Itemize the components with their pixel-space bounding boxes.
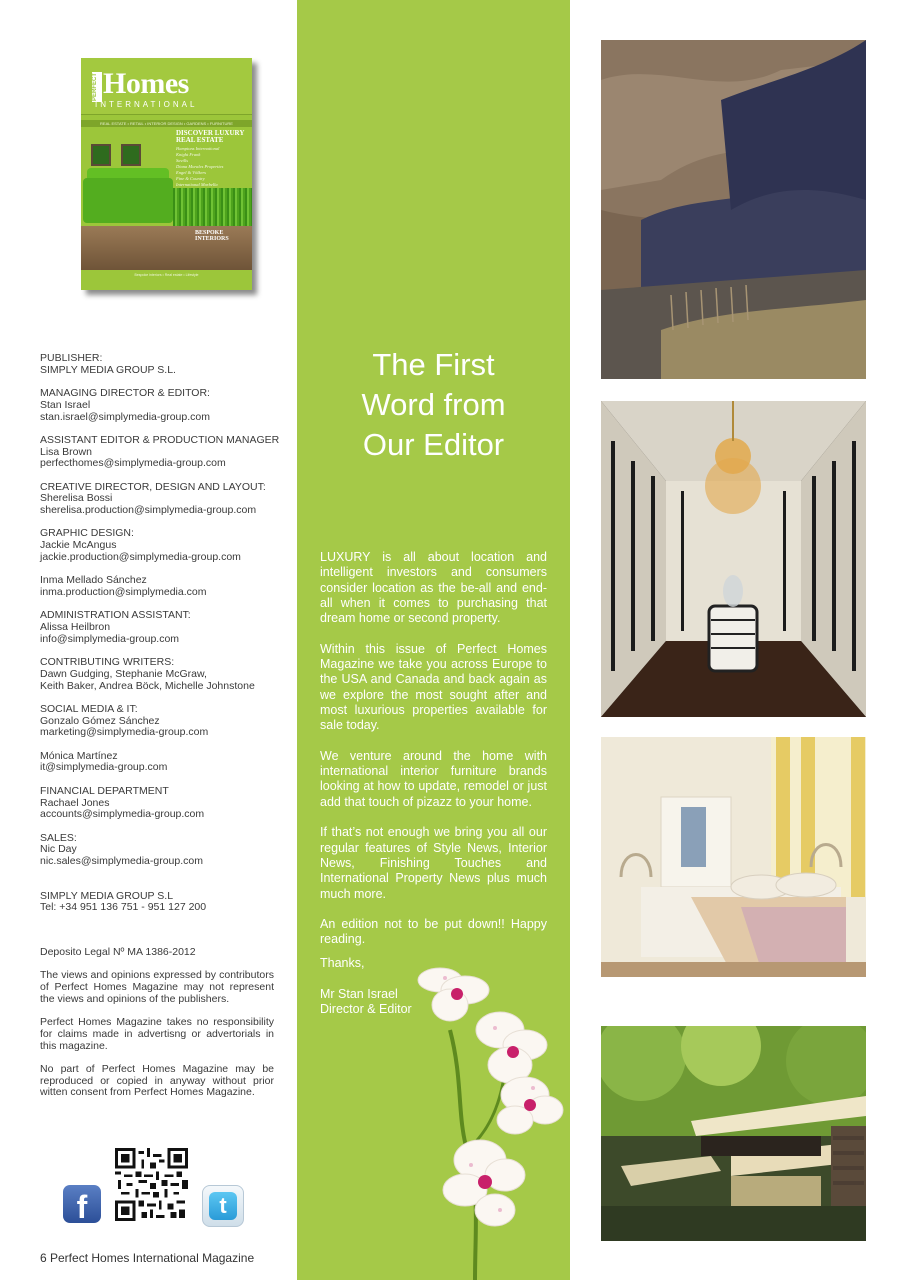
cover-grass xyxy=(173,188,252,226)
credit-block: PUBLISHER: SIMPLY MEDIA GROUP S.L. xyxy=(40,352,176,376)
cover-subtitle: INTERNATIONAL xyxy=(95,100,198,109)
credit-block: GRAPHIC DESIGN: Jackie McAngus jackie.production@simplymedia-group.com xyxy=(40,527,241,563)
qr-code[interactable] xyxy=(115,1148,188,1221)
credit-block: SOCIAL MEDIA & IT: Gonzalo Gómez Sánchez marketing@simplymedia-group.com xyxy=(40,702,209,739)
cover-headline: DISCOVER LUXURY REAL ESTATE xyxy=(176,129,245,144)
cover-agent-list: Hamptons International Knight Frank Savills Diana Morales Properties Engel & Völkers Fine & Country International Marbella xyxy=(176,146,224,187)
orchid-illustration xyxy=(405,960,575,1280)
cover-bespoke-headline: BESPOKE INTERIORS xyxy=(195,230,229,242)
letter-paragraph: If that’s not enough we bring you all our regular features of Style News, Interior News, Finishing Touches and International Property News plus much much more. xyxy=(320,825,547,901)
twitter-icon[interactable] xyxy=(202,1185,244,1227)
credit-block: CREATIVE DIRECTOR, DESIGN AND LAYOUT: Sherelisa Bossi sherelisa.production@simplymedia-group.com xyxy=(40,480,266,517)
editorial-headline: The First Word from Our Editor xyxy=(361,347,506,462)
credit-block: ADMINISTRATION ASSISTANT: Alissa Heilbron info@simplymedia-group.com xyxy=(40,609,191,645)
credit-block: FINANCIAL DEPARTMENT Rachael Jones accounts@simplymedia-group.com xyxy=(40,784,205,821)
legal-notes xyxy=(40,947,274,1099)
credit-block: Inma Mellado Sánchez inma.production@simplymedia.com xyxy=(40,574,207,598)
page-footer: 6 Perfect Homes International Magazine xyxy=(40,1251,255,1265)
credit-block: CONTRIBUTING WRITERS: Dawn Gudging, Stephanie McGraw, Keith Baker, Andrea Böck, Michelle Johnstone xyxy=(40,656,255,692)
cover-nav: REAL ESTATE • RETAIL • INTERIOR DESIGN • GARDENS • FURNITURE xyxy=(81,120,252,127)
credit-block: MANAGING DIRECTOR & EDITOR: Stan Israel stan.israel@simplymedia-group.com xyxy=(40,387,210,423)
masthead-credits xyxy=(40,353,280,914)
facebook-icon[interactable]: f xyxy=(63,1185,101,1223)
photo-dressing-room xyxy=(601,401,866,717)
credit-block: SALES: Nic Day nic.sales@simplymedia-group.com xyxy=(40,831,203,868)
letter-paragraph: Within this issue of Perfect Homes Magazine we take you across Europe to the USA and Canada and back again as we explore the most sought after and most luxurious properties available for sale today. xyxy=(320,641,547,733)
disclaimer-views: The views and opinions expressed by contributors of Perfect Homes Magazine may not represent the views and opinions of the publishers. xyxy=(40,969,274,1005)
cover-perfect-label: PERFECT xyxy=(92,72,102,102)
signature-title: Director & Editor xyxy=(320,1001,412,1016)
letter-paragraph: We venture around the home with international interior furniture brands looking at how to update, remodel or just add that touch of pizazz to your home. xyxy=(320,748,547,809)
disclaimer-advertising: Perfect Homes Magazine takes no responsibility for claims made in advertisng or advertorials in this magazine. xyxy=(40,1016,274,1052)
deposito-legal: Deposito Legal Nº MA 1386-2012 xyxy=(40,946,196,958)
disclaimer-copyright: No part of Perfect Homes Magazine may be reproduced or copied in anyway without prior witten consent from Perfect Homes Magazine. xyxy=(40,1062,274,1099)
photo-bedroom xyxy=(601,737,866,977)
photo-throw-blankets xyxy=(601,40,866,379)
letter-paragraph: LUXURY is all about location and intelligent investors and consumers consider location as the be-all and end-all when it comes to purchasing that dream home or second property. xyxy=(320,550,547,626)
cover-title: Homes xyxy=(103,67,189,100)
credit-block: ASSISTANT EDITOR & PRODUCTION MANAGER Lisa Brown perfecthomes@simplymedia-group.com xyxy=(40,433,280,470)
cover-picture-frame xyxy=(121,144,141,166)
editorial-letter xyxy=(320,550,547,963)
magazine-cover xyxy=(81,58,252,290)
photo-fallingwater-house xyxy=(601,1026,866,1241)
twitter-bird-icon: t xyxy=(209,1192,237,1220)
credit-block: SIMPLY MEDIA GROUP S.L Tel: +34 951 136 751 - 951 127 200 xyxy=(40,889,207,914)
signature-name: Mr Stan Israel xyxy=(320,986,398,1001)
cover-picture-frame xyxy=(91,144,111,166)
credit-block: Mónica Martínez it@simplymedia-group.com xyxy=(40,749,168,774)
cover-footer: Bespoke interiors • Real estate • Lifestyle xyxy=(81,271,252,290)
thanks-text: Thanks, xyxy=(320,956,365,970)
letter-paragraph: An edition not to be put down!! Happy reading. xyxy=(320,917,547,947)
cover-sofa xyxy=(83,178,173,223)
